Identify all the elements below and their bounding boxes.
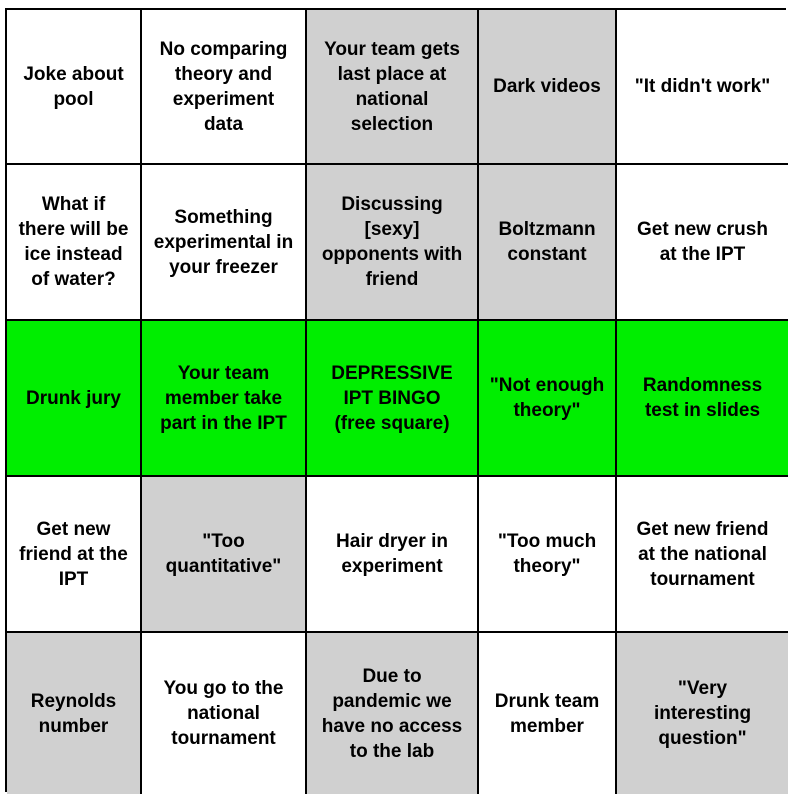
bingo-cell-drunk-team-member: Drunk team member <box>479 633 617 794</box>
bingo-cell-not-enough-theory: "Not enough theory" <box>479 321 617 477</box>
bingo-cell-hair-dryer: Hair dryer in experiment <box>307 477 479 633</box>
bingo-cell-it-didnt-work: "It didn't work" <box>617 10 788 165</box>
bingo-cell-randomness-test: Randomness test in slides <box>617 321 788 477</box>
bingo-cell-team-member-ipt: Your team member take part in the IPT <box>142 321 307 477</box>
bingo-cell-new-friend-ipt: Get new friend at the IPT <box>7 477 142 633</box>
bingo-cell-last-place: Your team gets last place at national selection <box>307 10 479 165</box>
bingo-cell-new-friend-national: Get new friend at the national tournament <box>617 477 788 633</box>
bingo-cell-discussing-opponents: Discussing [sexy] opponents with friend <box>307 165 479 321</box>
bingo-cell-joke-about-pool: Joke about pool <box>7 10 142 165</box>
bingo-cell-free-square: DEPRESSIVE IPT BINGO (free square) <box>307 321 479 477</box>
bingo-cell-drunk-jury: Drunk jury <box>7 321 142 477</box>
bingo-cell-too-much-theory: "Too much theory" <box>479 477 617 633</box>
bingo-cell-no-comparing-theory: No comparing theory and experiment data <box>142 10 307 165</box>
bingo-cell-dark-videos: Dark videos <box>479 10 617 165</box>
bingo-cell-very-interesting-question: "Very interesting question" <box>617 633 788 794</box>
bingo-cell-pandemic-no-lab: Due to pandemic we have no access to the lab <box>307 633 479 794</box>
bingo-board <box>5 8 786 792</box>
bingo-cell-reynolds-number: Reynolds number <box>7 633 142 794</box>
bingo-cell-too-quantitative: "Too quantitative" <box>142 477 307 633</box>
bingo-cell-boltzmann-constant: Boltzmann constant <box>479 165 617 321</box>
bingo-cell-experimental-freezer: Something experimental in your freezer <box>142 165 307 321</box>
bingo-cell-national-tournament: You go to the national tournament <box>142 633 307 794</box>
bingo-cell-new-crush: Get new crush at the IPT <box>617 165 788 321</box>
bingo-cell-ice-instead-of-water: What if there will be ice instead of water? <box>7 165 142 321</box>
